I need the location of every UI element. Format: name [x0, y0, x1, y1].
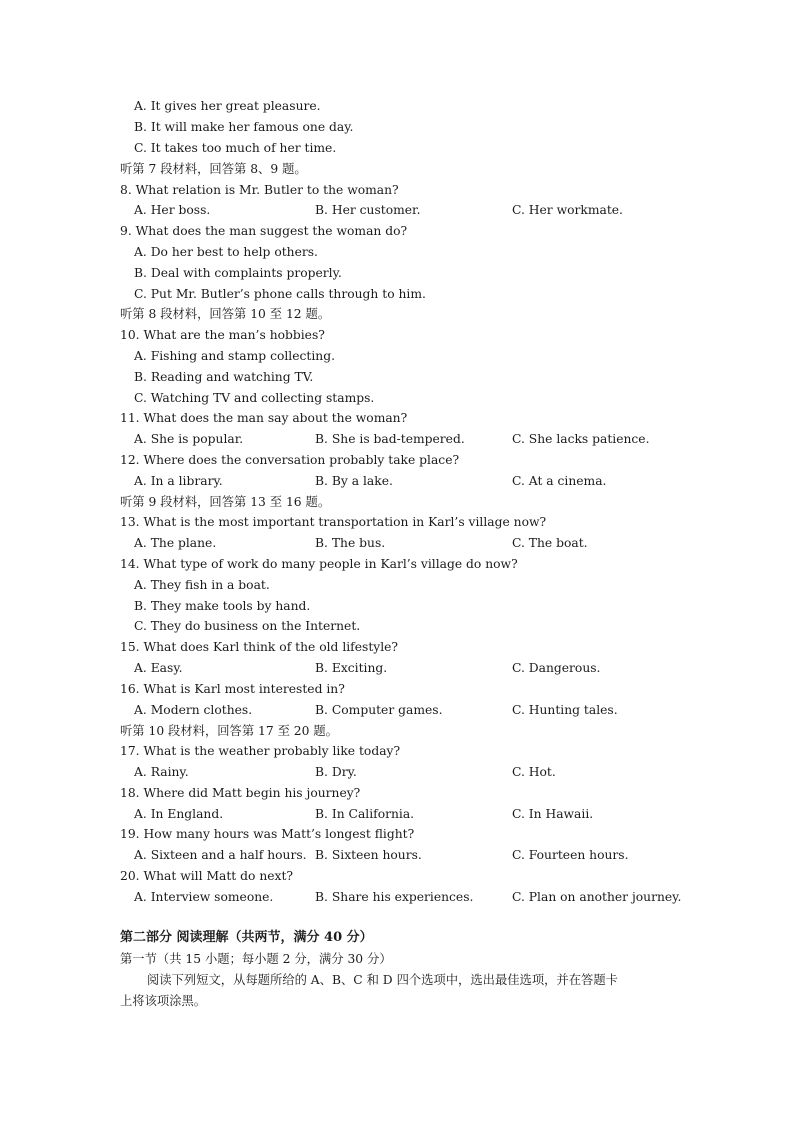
option-20b: B. Share his experiences. — [315, 890, 474, 904]
option-14a: A. They fish in a boat. — [134, 578, 270, 592]
question-8: 8. What relation is Mr. Butler to the woman? — [120, 183, 399, 197]
option-17c: C. Hot. — [512, 765, 556, 779]
question-11: 11. What does the man say about the woman? — [120, 411, 408, 425]
option-11c: C. She lacks patience. — [512, 432, 650, 446]
question-10: 10. What are the man’s hobbies? — [120, 328, 325, 342]
question-16: 16. What is Karl most interested in? — [120, 682, 345, 696]
question-17: 17. What is the weather probably like today? — [120, 744, 401, 758]
option-14c: C. They do business on the Internet. — [134, 619, 361, 633]
section-instruction: 听第 8 段材料，回答第 10 至 12 题。 — [120, 307, 331, 321]
reading-instruction: 阅读下列短文，从每题所给的 A、B、C 和 D 四个选项中，选出最佳选项，并在答题卡 — [147, 973, 618, 987]
section-heading: 第一节（共 15 小题；每小题 2 分，满分 30 分） — [120, 952, 392, 966]
question-14: 14. What type of work do many people in Karl’s village do now? — [120, 557, 518, 571]
option-8b: B. Her customer. — [315, 203, 421, 217]
question-20: 20. What will Matt do next? — [120, 869, 294, 883]
option-16b: B. Computer games. — [315, 703, 443, 717]
option-19c: C. Fourteen hours. — [512, 848, 629, 862]
option-13a: A. The plane. — [134, 536, 217, 550]
section-instruction: 听第 10 段材料，回答第 17 至 20 题。 — [120, 724, 338, 738]
option-20c: C. Plan on another journey. — [512, 890, 682, 904]
option-9c: C. Put Mr. Butler’s phone calls through to him. — [134, 287, 426, 301]
option-line: B. It will make her famous one day. — [134, 120, 354, 134]
question-15: 15. What does Karl think of the old lifestyle? — [120, 640, 399, 654]
option-12a: A. In a library. — [134, 474, 223, 488]
option-15b: B. Exciting. — [315, 661, 388, 675]
option-13b: B. The bus. — [315, 536, 386, 550]
option-10a: A. Fishing and stamp collecting. — [134, 349, 335, 363]
question-12: 12. Where does the conversation probably take place? — [120, 453, 460, 467]
option-line: C. It takes too much of her time. — [134, 141, 337, 155]
part-heading: 第二部分 阅读理解（共两节，满分 40 分） — [120, 930, 373, 945]
option-13c: C. The boat. — [512, 536, 588, 550]
option-18c: C. In Hawaii. — [512, 807, 594, 821]
option-18a: A. In England. — [134, 807, 224, 821]
option-12b: B. By a lake. — [315, 474, 393, 488]
question-19: 19. How many hours was Matt’s longest flight? — [120, 827, 415, 841]
question-9: 9. What does the man suggest the woman do? — [120, 224, 408, 238]
section-instruction: 听第 7 段材料，回答第 8、9 题。 — [120, 162, 307, 176]
option-15a: A. Easy. — [134, 661, 183, 675]
option-20a: A. Interview someone. — [134, 890, 274, 904]
option-10c: C. Watching TV and collecting stamps. — [134, 391, 375, 405]
question-13: 13. What is the most important transportation in Karl’s village now? — [120, 515, 547, 529]
option-16a: A. Modern clothes. — [134, 703, 253, 717]
option-19b: B. Sixteen hours. — [315, 848, 422, 862]
option-17a: A. Rainy. — [134, 765, 189, 779]
section-instruction: 听第 9 段材料，回答第 13 至 16 题。 — [120, 495, 331, 509]
option-14b: B. They make tools by hand. — [134, 599, 311, 613]
option-19a: A. Sixteen and a half hours. — [134, 848, 307, 862]
option-16c: C. Hunting tales. — [512, 703, 618, 717]
option-15c: C. Dangerous. — [512, 661, 601, 675]
option-17b: B. Dry. — [315, 765, 357, 779]
option-11b: B. She is bad-tempered. — [315, 432, 465, 446]
option-10b: B. Reading and watching TV. — [134, 370, 314, 384]
option-8a: A. Her boss. — [134, 203, 211, 217]
option-line: A. It gives her great pleasure. — [134, 99, 321, 113]
reading-instruction-continued: 上将该项涂黑。 — [120, 994, 207, 1008]
option-11a: A. She is popular. — [134, 432, 244, 446]
option-9b: B. Deal with complaints properly. — [134, 266, 342, 280]
option-8c: C. Her workmate. — [512, 203, 623, 217]
option-18b: B. In California. — [315, 807, 415, 821]
option-9a: A. Do her best to help others. — [134, 245, 318, 259]
question-18: 18. Where did Matt begin his journey? — [120, 786, 361, 800]
option-12c: C. At a cinema. — [512, 474, 607, 488]
